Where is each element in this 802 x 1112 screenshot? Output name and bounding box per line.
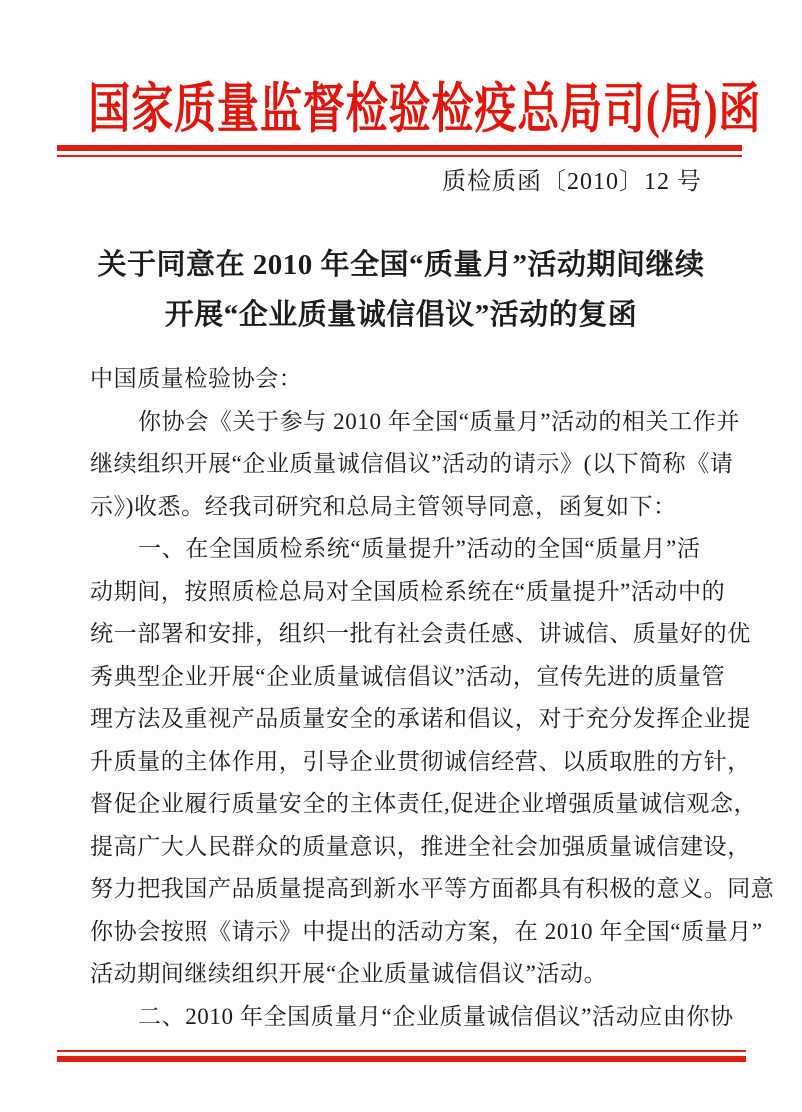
header-rule-thin — [57, 155, 742, 157]
body-line: 一、在全国质检系统“质量提升”活动的全国“质量月”活 — [138, 536, 701, 561]
body-line: 统一部署和安排，组织一批有社会责任感、讲诚信、质量好的优 — [90, 621, 751, 646]
body-line: 提高广大人民群众的质量意识，推进全社会加强质量诚信建设， — [90, 833, 751, 859]
body-line: 你协会按照《请示》中提出的活动方案，在 2010 年全国“质量月” — [90, 918, 763, 944]
subject-line-1: 关于同意在 2010 年全国“质量月”活动期间继续 — [97, 249, 705, 281]
footer-rule-thin — [57, 1050, 746, 1052]
letterhead-title: 国家质量监督检验检疫总局司(局)函 — [88, 79, 762, 139]
body-line: 秀典型企业开展“企业质量诚信倡议”活动，宣传先进的质量管 — [90, 663, 726, 689]
body-line: 二、2010 年全国质量月“企业质量诚信倡议”活动应由你协 — [138, 1003, 734, 1029]
body-line: 升质量的主体作用，引导企业贯彻诚信经营、以质取胜的方针， — [90, 748, 751, 774]
body-line: 你协会《关于参与 2010 年全国“质量月”活动的相关工作并 — [138, 408, 740, 434]
footer-rule-thick — [57, 1056, 746, 1062]
document-number: 质检质函〔2010〕12 号 — [442, 169, 702, 195]
body-line: 督促企业履行质量安全的主体责任,促进企业增强质量诚信观念， — [90, 791, 758, 816]
body-line: 继续组织开展“企业质量诚信倡议”活动的请示》(以下简称《请 — [90, 451, 734, 476]
subject-title — [0, 240, 802, 340]
body-line: 示》)收悉。经我司研究和总局主管领导同意，函复如下： — [90, 493, 677, 519]
subject-line-2: 开展“企业质量诚信倡议”活动的复函 — [164, 299, 638, 331]
header-rule-thick — [57, 145, 742, 151]
recipient-line: 中国质量检验协会： — [90, 366, 303, 391]
letter-body — [90, 358, 775, 1038]
body-line: 动期间，按照质检总局对全国质检系统在“质量提升”活动中的 — [90, 578, 726, 604]
body-line: 活动期间继续组织开展“企业质量诚信倡议”活动。 — [90, 961, 608, 986]
body-line: 努力把我国产品质量提高到新水平等方面都具有积极的意义。同意 — [90, 876, 775, 901]
body-line: 理方法及重视产品质量安全的承诺和倡议，对于充分发挥企业提 — [90, 706, 751, 731]
